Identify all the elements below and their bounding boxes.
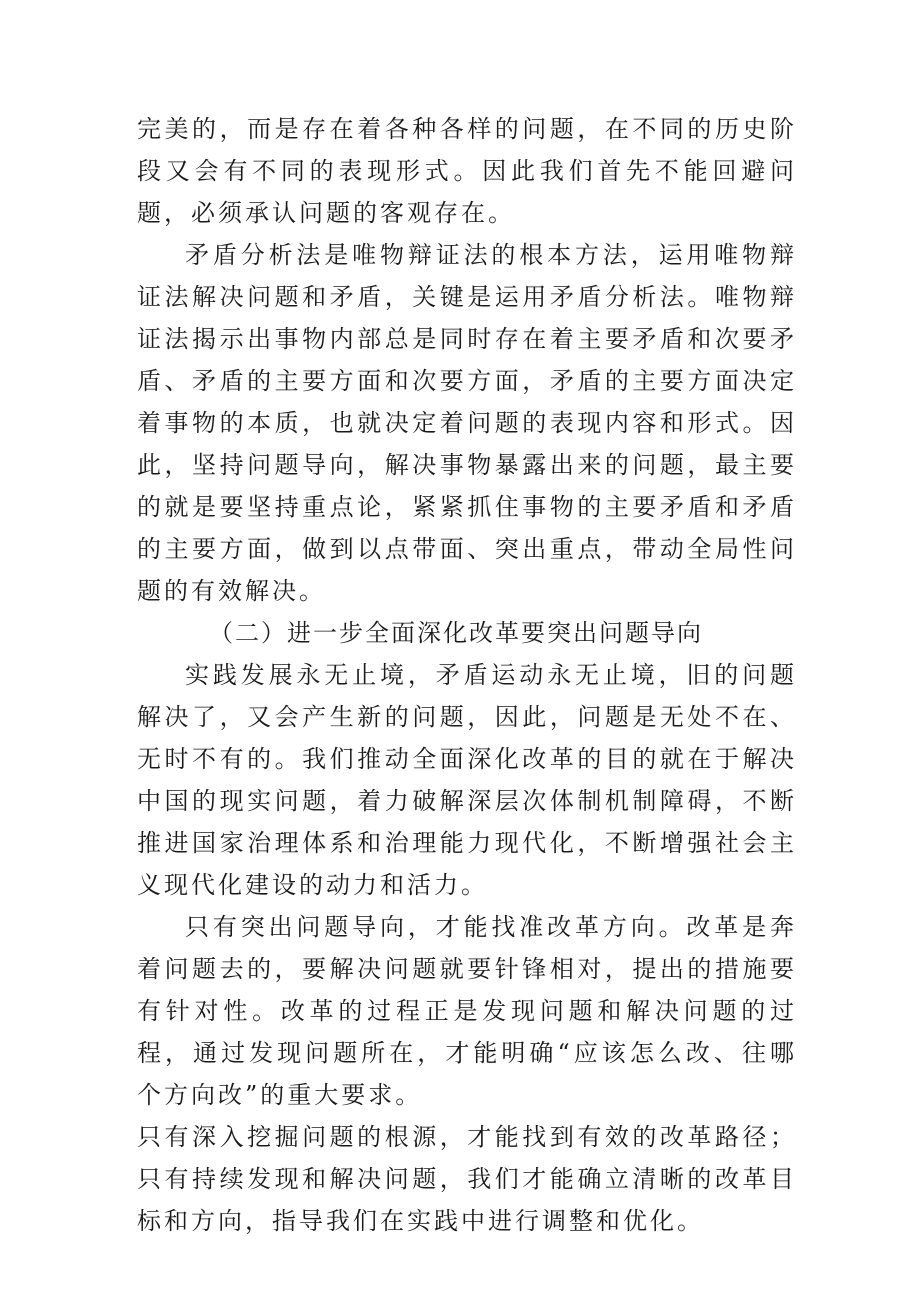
paragraph-practice-development: 实践发展永无止境，矛盾运动永无止境，旧的问题解决了，又会产生新的问题，因此，问题是无处不在、无时不有的。我们推动全面深化改革的目的就在于解决中国的现实问题，着力破解深层次体制机制障碍，不断推进国家治理体系和治理能力现代化，不断增强社会主义现代化建设的动力和活力。	[137, 661, 797, 899]
paragraph-contradiction-analysis: 矛盾分析法是唯物辩证法的根本方法，运用唯物辩证法解决问题和矛盾，关键是运用矛盾分析法。唯物辩证法揭示出事物内部总是同时存在着主要矛盾和次要矛盾、矛盾的主要方面和次要方面，矛盾的主要方面决定着事物的本质，也就决定着问题的表现内容和形式。因此，坚持问题导向，解决事物暴露出来的问题，最主要的就是要坚持重点论，紧紧抓住事物的主要矛盾和矛盾的主要方面，做到以点带面、突出重点，带动全局性问题的有效解决。	[137, 241, 797, 605]
paragraph-root-causes: 只有深入挖掘问题的根源，才能找到有效的改革路径；只有持续发现和解决问题，我们才能确立清晰的改革目标和方向，指导我们在实践中进行调整和优化。	[137, 1123, 797, 1235]
document-body	[137, 108, 797, 1242]
section-heading: （二）进一步全面深化改革要突出问题导向	[209, 619, 703, 647]
paragraph-problem-orientation: 只有突出问题导向，才能找准改革方向。改革是奔着问题去的，要解决问题就要针锋相对，提出的措施要有针对性。改革的过程正是发现问题和解决问题的过程，通过发现问题所在，才能明确“应该怎么改、往哪个方向改”的重大要求。	[137, 913, 797, 1109]
paragraph-continued: 完美的，而是存在着各种各样的问题，在不同的历史阶段又会有不同的表现形式。因此我们首先不能回避问题，必须承认问题的客观存在。	[137, 115, 797, 227]
